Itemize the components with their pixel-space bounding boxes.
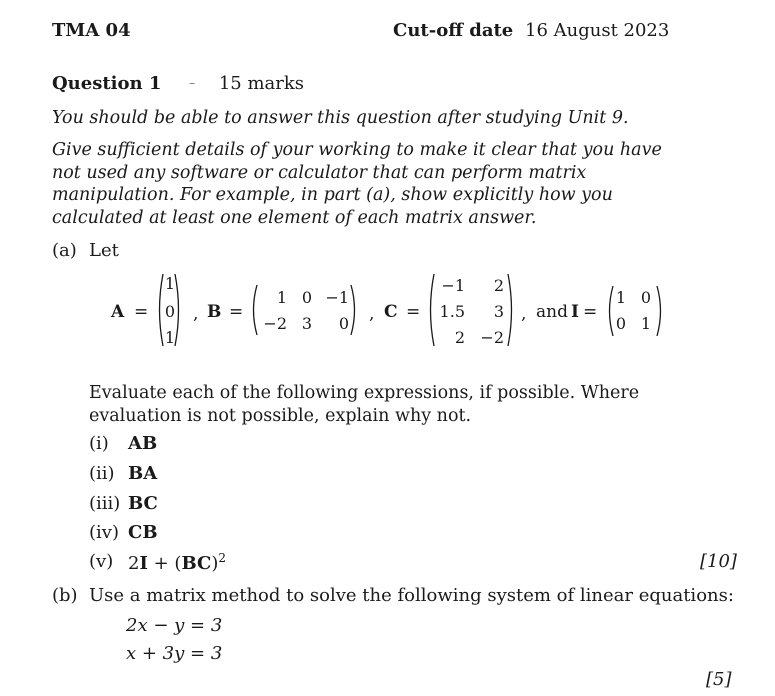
- equation-1: 2x − y = 3: [126, 615, 223, 636]
- item-iii-num: (iii): [89, 493, 121, 514]
- tma-title: TMA 04: [52, 20, 131, 41]
- cutoff-label: Cut-off date: [393, 20, 514, 41]
- matrix-i-cell: 1: [640, 314, 651, 333]
- matrix-a-cell: 0: [164, 302, 175, 321]
- matrix-c-cell: 2: [454, 328, 465, 347]
- matrix-c-cell: 2: [493, 276, 504, 295]
- question-heading: [52, 73, 304, 94]
- part-b-label: (b): [52, 585, 78, 606]
- matrix-c-cell: −1: [441, 276, 465, 295]
- question-dash: –: [189, 76, 196, 90]
- item-i-num: (i): [89, 433, 109, 454]
- item-iv-expr: CB: [128, 522, 158, 543]
- and-word: and: [536, 302, 568, 322]
- item-v-coef: 2: [128, 553, 140, 574]
- matrix-b-cell: 1: [276, 288, 287, 307]
- item-ii-num: (ii): [89, 463, 115, 484]
- matrix-a-equals: =: [134, 302, 149, 322]
- item-v-identity: I: [139, 553, 148, 574]
- matrix-i-cell: 0: [640, 288, 651, 307]
- comma: ,: [193, 304, 199, 324]
- question-marks: 15 marks: [218, 73, 305, 94]
- item-ii-expr: BA: [128, 463, 158, 484]
- item-v-close: ): [211, 553, 219, 574]
- matrix-c-cell: 3: [493, 302, 504, 321]
- cutoff-date: 16 August 2023: [525, 20, 670, 41]
- matrix-b-cell: 0: [338, 314, 349, 333]
- question-title: Question 1: [52, 73, 162, 94]
- matrix-i-cell: 0: [615, 314, 626, 333]
- question-instructions: Give sufficient details of your working to make it clear that you have not used any software or calculator that can perform matrix manipulation. For example, in part (a), show explicitly how you calculated at least one element of each matrix answer.: [52, 140, 662, 228]
- matrix-b-cell: −2: [263, 314, 287, 333]
- item-iv-num: (iv): [89, 522, 119, 543]
- matrix-b-cell: 3: [301, 314, 312, 333]
- comma: ,: [521, 304, 527, 324]
- matrix-b-name: B: [207, 302, 222, 322]
- matrix-c-cell: 1.5: [439, 302, 465, 321]
- item-iii-expr: BC: [128, 493, 158, 514]
- item-v-expr: [128, 551, 226, 574]
- matrix-a-cell: 1: [164, 328, 175, 347]
- part-b-text: Use a matrix method to solve the following system of linear equations:: [89, 585, 734, 606]
- item-i-expr: AB: [128, 433, 158, 454]
- matrix-a-cell: 1: [164, 274, 175, 293]
- item-v-num: (v): [89, 551, 114, 572]
- item-v-exponent: 2: [218, 551, 226, 565]
- part-b-marks: [5]: [706, 669, 732, 690]
- comma: ,: [369, 304, 375, 324]
- matrix-i-cell: 1: [615, 288, 626, 307]
- matrix-c-cell: −2: [480, 328, 504, 347]
- part-a-let: Let: [89, 240, 119, 261]
- matrix-c-equals: =: [406, 302, 421, 322]
- part-a-label: (a): [52, 240, 77, 261]
- equation-2: x + 3y = 3: [126, 643, 223, 664]
- matrix-c-name: C: [384, 302, 398, 322]
- question-intro: You should be able to answer this question after studying Unit 9.: [52, 108, 629, 128]
- part-a-marks: [10]: [700, 551, 737, 572]
- item-v-plus: + (: [147, 553, 182, 574]
- matrix-b-cell: −1: [325, 288, 349, 307]
- evaluate-instructions: Evaluate each of the following expressions, if possible. Where evaluation is not possible, explain why not.: [89, 383, 640, 426]
- matrix-b-equals: =: [229, 302, 244, 322]
- matrix-i-equals: =: [583, 302, 598, 322]
- cutoff-date-line: [393, 20, 669, 41]
- matrix-i-name: I: [571, 302, 579, 322]
- matrix-a-name: A: [111, 302, 125, 322]
- item-v-bc: BC: [181, 553, 212, 574]
- matrix-b-cell: 0: [301, 288, 312, 307]
